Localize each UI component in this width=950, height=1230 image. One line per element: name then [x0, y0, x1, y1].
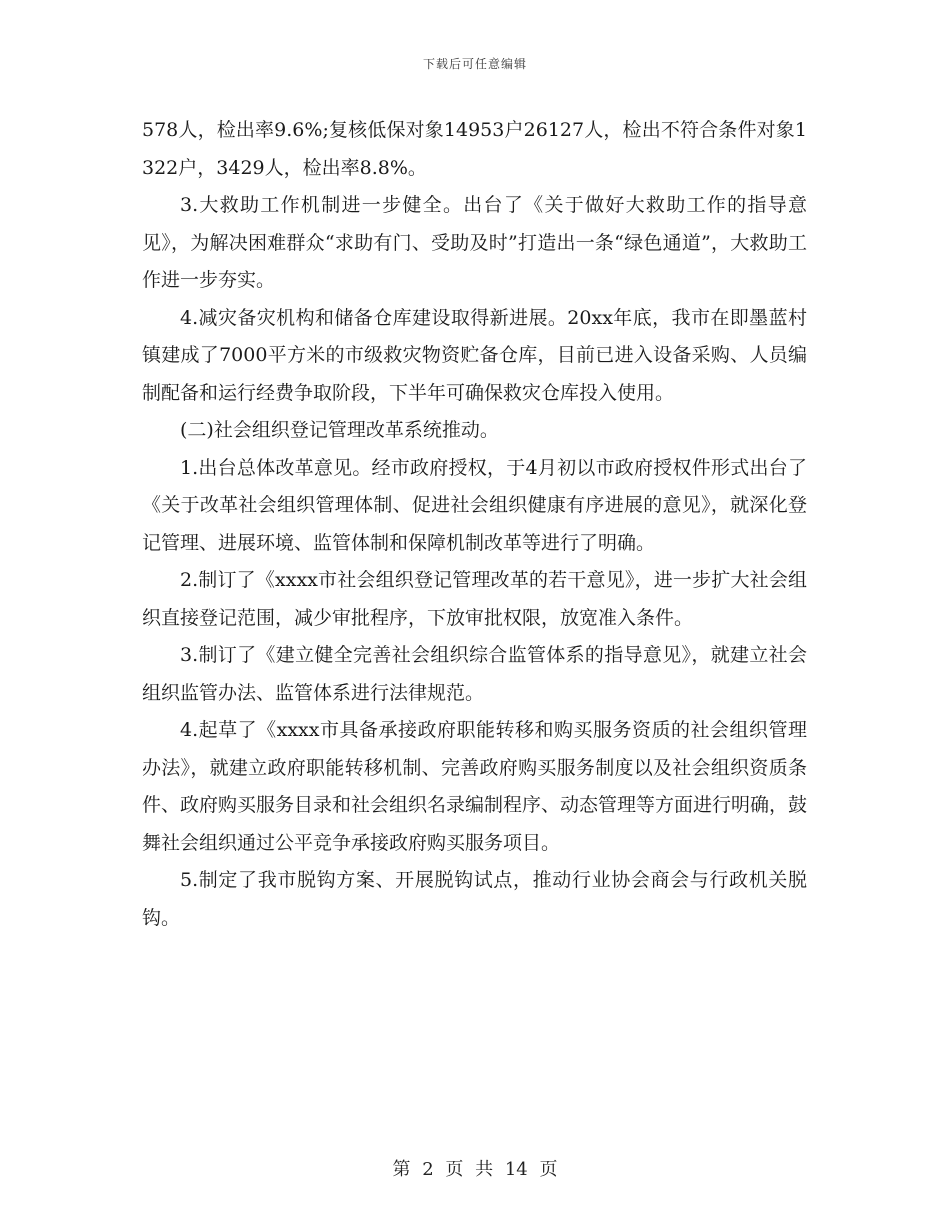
paragraph-continuation: 578人，检出率9.6%;复核低保对象14953户26127人，检出不符合条件对象1322户，3429人，检出率8.8%。: [142, 119, 807, 179]
section-heading-social-org-reform: (二)社会组织登记管理改革系统推动。: [180, 419, 499, 441]
paragraph-item-4-management-measures: 4.起草了《xxxx市具备承接政府职能转移和购买服务资质的社会组织管理办法》，就建立政府职能转移机制、完善政府购买服务制度以及社会组织资质条件、政府购买服务目录和社会组织名录编制程序、动态管理等方面进行明确，鼓舞社会组织通过公平竞争承接政府购买服务项目。: [142, 719, 808, 854]
paragraph-item-5-decoupling: 5.制定了我市脱钩方案、开展脱钩试点，推动行业协会商会与行政机关脱钩。: [142, 869, 807, 929]
paragraph-item-3-supervision: 3.制订了《建立健全完善社会组织综合监管体系的指导意见》，就建立社会组织监管办法、监管体系进行法律规范。: [142, 644, 807, 704]
paragraph-item-3-assistance: 3.大救助工作机制进一步健全。出台了《关于做好大救助工作的指导意见》，为解决困难群众“求助有门、受助及时”打造出一条“绿色通道”，大救助工作进一步夯实。: [142, 194, 807, 291]
paragraph-item-2-registration: 2.制订了《xxxx市社会组织登记管理改革的若干意见》，进一步扩大社会组织直接登记范围，减少审批程序，下放审批权限，放宽准入条件。: [142, 569, 807, 629]
paragraph-item-1-reform-opinion: 1.出台总体改革意见。经市政府授权，于4月初以市政府授权件形式出台了《关于改革社会组织管理体制、促进社会组织健康有序进展的意见》，就深化登记管理、进展环境、监管体制和保障机制改革等进行了明确。: [142, 456, 807, 554]
page-header-note: 下载后可任意编辑: [422, 57, 527, 71]
page-number: 第 2 页 共 14 页: [392, 1159, 558, 1180]
document-body: [142, 112, 807, 937]
paragraph-item-4-disaster-warehouse: 4.减灾备灾机构和储备仓库建设取得新进展。20xx年底，我市在即墨蓝村镇建成了7000平方米的市级救灾物资贮备仓库，目前已进入设备采购、人员编制配备和运行经费争取阶段，下半年可确保救灾仓库投入使用。: [142, 306, 807, 404]
